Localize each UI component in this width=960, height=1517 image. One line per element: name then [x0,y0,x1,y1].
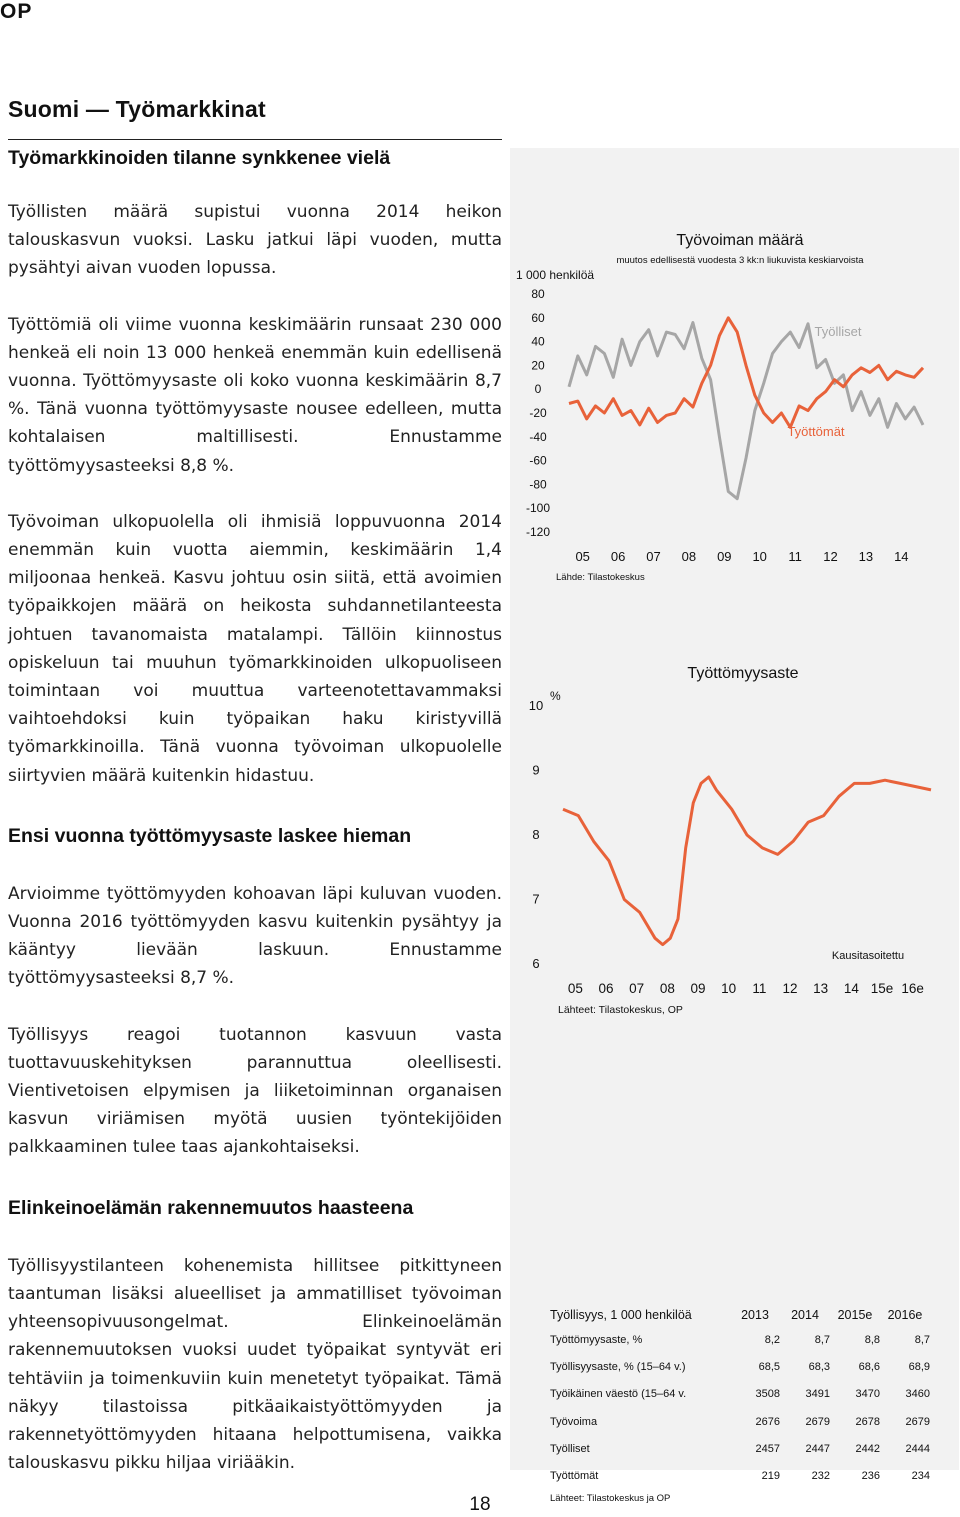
chart2-title: Työttömyysaste [687,665,799,682]
chart2-xtick-label: 13 [813,981,829,996]
table-cell: 3508 [755,1388,780,1401]
table-cell: 2444 [905,1442,930,1455]
chart2-ytick-label: 6 [532,956,540,971]
chart1-ytick-label: -40 [529,429,547,444]
chart1-ytick-label: 40 [531,334,545,349]
paragraph: Työttömiä oli viime vuonna keskimäärin runsaat 230 000 henkeä eli noin 13 000 henkeä enemmän kuin edellisenä vuonna. Työttömyysaste oli koko vuonna keskimäärin 8,7 %. Tänä vuonna työttömyysaste nousee edelleen, mutta kohtalaisen maltillisesti. Ennustamme työttömyysasteeksi 8,8 %. [8,314,502,476]
paragraph: Työllisten määrä supistui vuonna 2014 heikon talouskasvun vuoksi. Lasku jatkui läpi vuoden, mutta pysähtyi aivan vuoden lopussa. [8,202,502,279]
table-row-label: Työikäinen väestö (15–64 v. [550,1388,687,1401]
chart2-series-line [563,777,931,945]
table-cell: 236 [861,1469,880,1482]
chart2-xtick-label: 06 [598,981,614,996]
table-cell: 8,7 [814,1334,830,1346]
table-cell: 68,9 [908,1361,930,1374]
chart2-xtick-label: 15e [870,981,894,996]
chart1-series-tyolliset [569,323,923,499]
chart2-xtick-label: 07 [629,981,645,996]
table-row [550,1416,930,1443]
chart1-xtick-label: 12 [823,549,838,564]
chart1-xtick-label: 13 [858,549,874,564]
table-row-label: Työllisyysaste, % (15–64 v.) [550,1361,686,1374]
chart1-xtick-label: 08 [681,549,697,564]
chart1-ytick-label: -120 [525,525,551,539]
table-cell: 68,5 [758,1361,780,1374]
table-row-label: Työttömät [550,1469,599,1482]
table-cell: 68,3 [808,1361,830,1374]
paragraph: Työvoiman ulkopuolella oli ihmisiä loppuvuonna 2014 enemmän kuin vuotta aiemmin, keskimäärin 1,4 miljoonaa henkeä. Kasvu johtuu osin siitä, että avoimien työpaikkojen määrä on heikosta suhdannetilanteesta johtuen tavanomaista matalampi. Tällöin kiinnostus opiskeluun tai muuhun työmarkkinoiden ulkopuoliseen toimintaan voi muuttua varteenotettavammaksi vaihtoehdoksi kuin työpaikan haku kiristyvillä työmarkkinoilla. Tänä vuonna työvoiman ulkopuolelle siirtyvien määrä kuitenkin hidastuu. [8,511,502,786]
chart1-xtick-label: 11 [788,549,802,564]
table-source: Lähteet: Tilastokeskus ja OP [550,1493,671,1505]
chart2-ytick-label: 9 [532,762,540,778]
paragraph: Työllisyys reagoi tuotannon kasvuun vasta tuottavuuskehityksen parannuttua oleellisesti. Vientivetoisen elpymisen ja liiketoiminnan organaisen kasvun viriämisen myötä uusien työntekijöiden palkkaaminen tulee taas ajankohtaiseksi. [8,1024,502,1158]
table-cell: 8,7 [914,1334,930,1346]
table-cell: 234 [911,1469,930,1482]
chart1-subtitle: muutos edellisestä vuodesta 3 kk:n liukuvista keskiarvoista [616,255,864,266]
table-cell: 8,8 [864,1334,880,1346]
chart1-series-tyottomat [569,318,923,428]
chart2-xtick-label: 08 [659,981,675,996]
chart1-ytick-label: -20 [529,406,547,420]
table-cell: 8,2 [764,1334,780,1346]
chart1-ytick-label: -60 [529,453,547,468]
table-row [550,1361,930,1388]
employment-table [550,1300,930,1504]
chart2-annotation: Kausitasoitettu [831,950,905,962]
chart1-ytick-label: 60 [531,310,545,325]
chart2-xtick-label: 12 [782,981,798,996]
chart2-ytick-label: 8 [532,827,540,842]
chart1-ytick-label: -100 [525,501,551,516]
chart2-xtick-label: 05 [567,981,583,996]
table-row [550,1388,930,1415]
table-cell: 2678 [855,1415,880,1428]
table-cell: 2457 [755,1442,780,1455]
page-title: Suomi — Työmarkkinat [8,96,266,122]
chart1-title: Työvoiman määrä [676,232,804,249]
chart2-xtick-label: 11 [752,981,767,996]
paragraph: Arvioimme työttömyyden kohoavan läpi kuluvan vuoden. Vuonna 2016 työttömyyden kasvu kuitenkin pysähtyy ja kääntyy lievään laskuun. Ennustamme työttömyysasteeksi 8,7 %. [8,883,502,989]
table-cell: 2447 [805,1442,830,1455]
chart1-ytick-label: 20 [531,358,545,373]
table-row [550,1334,930,1361]
chart1-xtick-label: 10 [752,549,767,564]
op-logo: OP [0,0,33,23]
chart2-xtick-label: 16e [901,981,924,996]
table-cell: 2442 [855,1442,880,1455]
chart2-source: Lähteet: Tilastokeskus, OP [558,1004,683,1016]
table-cell: 219 [761,1469,780,1482]
table-header [550,1300,930,1334]
table-header-label: Työllisyys, 1 000 henkilöä [550,1308,692,1322]
charts-svg [510,148,959,1470]
table-header-cell: 2013 [741,1308,769,1322]
paragraph: Työllisyystilanteen kohenemista hillitsee pitkittyneen taantuman lisäksi alueelliset ja ammatilliset työvoiman yhteensopivuusongelmat. Elinkeinoelämän rakennemuutoksen vuoksi uudet työpaikat syntyvät eri tehtäviin ja toimenkuviin kuin menetetyt työpaikat. Tämä näkyy tilastoissa pitkäaikaistyöttömyyden ja rakennetyöttömyyden hitaana helpottumisena, vaikka talouskasvu pikku hiljaa viriääkin. [8,1255,502,1474]
chart1-source: Lähde: Tilastokeskus [556,572,645,583]
table-cell: 2679 [905,1415,930,1428]
table-row-label: Työvoima [550,1415,598,1428]
chart1-legend-tyolliset: Työlliset [814,324,862,339]
table-cell: 3460 [905,1388,930,1401]
charts-panel [510,148,959,1505]
article-column [8,96,502,1505]
section-heading-1: Työmarkkinoiden tilanne synkkenee vielä [8,147,391,169]
chart1-xtick-label: 06 [610,549,626,564]
chart1-xtick-label: 09 [717,549,732,564]
chart1-ytick-label: 0 [534,382,542,397]
chart2-ylabel: % [550,689,561,703]
table-cell: 3491 [805,1388,830,1401]
chart1-ytick-label: 80 [531,287,545,301]
chart1-xtick-label: 07 [646,549,661,564]
chart2-ytick-label: 7 [532,891,540,907]
table-cell: 3470 [855,1388,880,1401]
table-cell: 2679 [805,1415,830,1428]
table-cell: 2676 [755,1415,780,1428]
section-heading-3: Elinkeinoelämän rakennemuutos haasteena [8,1196,414,1219]
table-header-cell: 2016e [887,1308,923,1322]
chart2-ytick-label: 10 [528,698,544,713]
chart1-ytick-label: -80 [529,477,547,492]
chart1-xtick-label: 05 [575,549,590,564]
table-header-cell: 2014 [791,1308,819,1322]
table-cell: 232 [811,1469,830,1482]
section-heading-2: Ensi vuonna työttömyysaste laskee hieman [8,824,412,847]
table-row-label: Työttömyysaste, % [550,1334,643,1346]
page-number: 18 [469,1494,491,1515]
table-cell: 68,6 [858,1361,880,1374]
chart2-xtick-label: 14 [843,981,859,996]
chart1-xtick-label: 14 [894,549,909,564]
table-header-cell: 2015e [837,1308,873,1322]
table-row-label: Työlliset [550,1442,590,1455]
table-row [550,1443,930,1470]
chart2-xtick-label: 10 [721,981,737,996]
chart2-xtick-label: 09 [690,981,706,996]
chart1-ylabel: 1 000 henkilöä [516,268,595,282]
chart1-legend-tyottomat: Työttömät [787,424,845,439]
title-rule [8,139,502,140]
